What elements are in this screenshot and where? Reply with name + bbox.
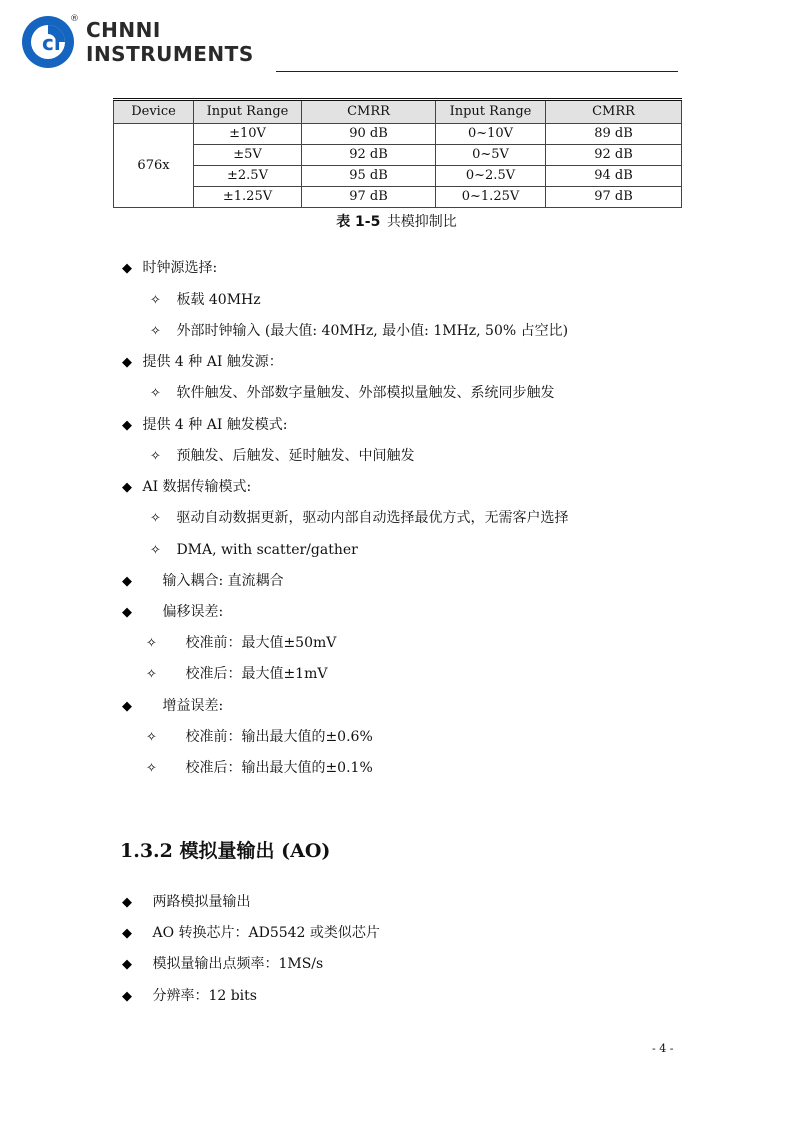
table-cell: 89 dB <box>546 124 682 145</box>
table-row <box>114 187 682 208</box>
list-item <box>122 259 217 278</box>
table-cell: ±2.5V <box>194 166 302 187</box>
list-item <box>122 416 288 435</box>
table-cell: 0~10V <box>436 124 546 145</box>
device-cell: 676x <box>114 124 194 208</box>
gain-item-1: 校准前：输出最大值的±0.6% <box>185 729 373 745</box>
list-item <box>122 955 323 974</box>
diamond-bullet-icon: ◆ <box>122 605 132 620</box>
company-logo <box>20 14 280 74</box>
list-item <box>122 697 223 716</box>
header-rule <box>276 71 678 72</box>
coupling-text: 输入耦合: 直流耦合 <box>162 573 284 589</box>
col-header-device: Device <box>114 100 194 124</box>
gain-title: 增益误差: <box>162 698 224 714</box>
clock-item-1: 板载 40MHz <box>176 292 261 308</box>
clock-item-2: 外部时钟输入 (最大值: 40MHz, 最小值: 1MHz, 50% 占空比) <box>176 323 569 339</box>
list-subitem <box>150 541 358 560</box>
star-bullet-icon: ✧ <box>150 324 161 339</box>
gain-item-2: 校准后：输出最大值的±0.1% <box>185 760 373 776</box>
list-subitem <box>150 322 568 341</box>
diamond-bullet-icon: ◆ <box>122 480 132 495</box>
list-item <box>122 987 257 1006</box>
offset-item-1: 校准前：最大值±50mV <box>185 635 337 651</box>
list-subitem <box>146 665 327 684</box>
table-row <box>114 124 682 145</box>
logo-mark-icon <box>20 14 76 70</box>
star-bullet-icon: ✧ <box>146 667 157 682</box>
svg-text:ci: ci <box>42 31 61 55</box>
table-cell: 90 dB <box>302 124 436 145</box>
star-bullet-icon: ✧ <box>146 636 157 651</box>
table-cell: 0~1.25V <box>436 187 546 208</box>
col-header-input-range-bipolar: Input Range <box>194 100 302 124</box>
table-cell: 97 dB <box>546 187 682 208</box>
trigger-mode-title: 提供 4 种 AI 触发模式: <box>142 417 288 433</box>
list-item <box>122 893 250 912</box>
table-caption <box>0 211 793 231</box>
diamond-bullet-icon: ◆ <box>122 957 132 972</box>
diamond-bullet-icon: ◆ <box>122 926 132 941</box>
table-cell: 0~2.5V <box>436 166 546 187</box>
table-cell: 92 dB <box>302 145 436 166</box>
list-item <box>122 603 223 622</box>
star-bullet-icon: ✧ <box>150 543 161 558</box>
star-bullet-icon: ✧ <box>150 511 161 526</box>
transfer-item-1: 驱动自动数据更新，驱动内部自动选择最优方式，无需客户选择 <box>176 510 569 526</box>
star-bullet-icon: ✧ <box>146 761 157 776</box>
table-cell: 92 dB <box>546 145 682 166</box>
diamond-bullet-icon: ◆ <box>122 895 132 910</box>
list-subitem <box>150 509 568 528</box>
logo-line-2: INSTRUMENTS <box>86 42 254 66</box>
col-header-input-range-unipolar: Input Range <box>436 100 546 124</box>
clock-title: 时钟源选择: <box>142 260 218 276</box>
list-item <box>122 572 284 591</box>
table-cell: ±10V <box>194 124 302 145</box>
table-cell: ±1.25V <box>194 187 302 208</box>
list-item <box>122 478 251 497</box>
table-header-row <box>114 100 682 124</box>
table-row <box>114 166 682 187</box>
table-cell: 0~5V <box>436 145 546 166</box>
transfer-item-2: DMA, with scatter/gather <box>176 542 358 558</box>
logo-text <box>86 18 254 66</box>
page-number: - 4 - <box>652 1042 674 1055</box>
ao-item-1: 两路模拟量输出 <box>152 894 251 910</box>
star-bullet-icon: ✧ <box>146 730 157 745</box>
list-subitem <box>150 291 261 310</box>
table-cell: 97 dB <box>302 187 436 208</box>
ao-item-2: AO 转换芯片：AD5542 或类似芯片 <box>152 925 380 941</box>
section-heading: 1.3.2 模拟量输出 (AO) <box>120 840 331 862</box>
offset-title: 偏移误差: <box>162 604 224 620</box>
diamond-bullet-icon: ◆ <box>122 574 132 589</box>
trigger-mode-item: 预触发、后触发、延时触发、中间触发 <box>176 448 415 464</box>
table-cell: 95 dB <box>302 166 436 187</box>
list-item <box>122 353 283 372</box>
table-cell: ±5V <box>194 145 302 166</box>
caption-number: 表 1-5 <box>336 214 381 230</box>
list-subitem <box>146 728 373 747</box>
trigger-source-item: 软件触发、外部数字量触发、外部模拟量触发、系统同步触发 <box>176 385 555 401</box>
registered-mark: ® <box>70 14 79 24</box>
list-item <box>122 924 380 943</box>
col-header-cmrr-unipolar: CMRR <box>546 100 682 124</box>
list-subitem <box>146 634 336 653</box>
diamond-bullet-icon: ◆ <box>122 261 132 276</box>
list-subitem <box>150 384 554 403</box>
col-header-cmrr-bipolar: CMRR <box>302 100 436 124</box>
transfer-title: AI 数据传输模式: <box>142 479 252 495</box>
list-subitem <box>150 447 414 466</box>
caption-text: 共模抑制比 <box>386 214 457 230</box>
star-bullet-icon: ✧ <box>150 386 161 401</box>
cmrr-table <box>113 98 682 208</box>
trigger-source-title: 提供 4 种 AI 触发源： <box>142 354 283 370</box>
diamond-bullet-icon: ◆ <box>122 418 132 433</box>
diamond-bullet-icon: ◆ <box>122 699 132 714</box>
ao-item-4: 分辨率：12 bits <box>152 988 257 1004</box>
table-row <box>114 145 682 166</box>
diamond-bullet-icon: ◆ <box>122 355 132 370</box>
star-bullet-icon: ✧ <box>150 293 161 308</box>
diamond-bullet-icon: ◆ <box>122 989 132 1004</box>
offset-item-2: 校准后：最大值±1mV <box>185 666 328 682</box>
logo-line-1: CHNNI <box>86 18 161 42</box>
ao-item-3: 模拟量输出点频率：1MS/s <box>152 956 324 972</box>
table-cell: 94 dB <box>546 166 682 187</box>
list-subitem <box>146 759 373 778</box>
star-bullet-icon: ✧ <box>150 449 161 464</box>
